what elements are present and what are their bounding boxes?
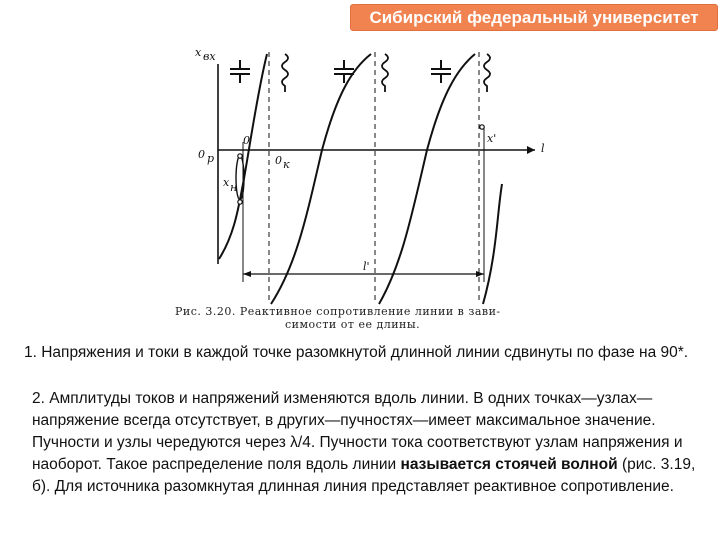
capacitor-icon-1 — [230, 60, 250, 83]
origin-p-sub: р — [207, 152, 215, 165]
x-axis-label: l — [541, 142, 545, 155]
university-header-badge — [349, 3, 719, 32]
x-axis-arrow — [527, 146, 535, 154]
figure-caption — [175, 305, 555, 331]
point-x-prime — [480, 125, 484, 129]
paragraph-2-tail: (рис. 3.19, б). Для источника разомкнутая длинная линия представляет реактивное сопротивление. — [32, 456, 696, 495]
x-prime-label: x' — [487, 132, 497, 145]
inductor-icon-2 — [382, 54, 388, 92]
paragraph-2-text: 2. Амплитуды токов и напряжений изменяются вдоль линии. В одних точках—узлах—напряжение всегда отсутствует, в других—пучностях—имеет максимальное значение. Пучности и узлы чередуются через λ/4. Пучности тока соответствуют узлам напряжения и наоборот. Такое распределение поля вдоль линии — [32, 390, 683, 473]
curve-branch-3 — [379, 54, 475, 304]
inductor-icon-1 — [282, 54, 288, 92]
dimension-arrow-right — [476, 271, 484, 277]
xn-sub: н — [230, 181, 238, 194]
curve-branch-4 — [483, 184, 502, 304]
y-axis-sub: вх — [203, 50, 216, 63]
figure-caption-line1: Рис. 3.20. Реактивное сопротивление линии в зави- — [175, 305, 501, 318]
point-xn — [238, 200, 242, 204]
reactance-figure — [157, 34, 566, 339]
reactance-diagram — [157, 34, 566, 339]
point-o — [238, 154, 242, 158]
university-title: Сибирский федеральный университет — [369, 7, 699, 27]
xn-label: x — [223, 176, 230, 189]
l-prime-label: l' — [363, 260, 370, 273]
figure-caption-line2: симости от ее длины. — [285, 318, 421, 331]
capacitor-icon-3 — [431, 60, 451, 83]
capacitor-icon-2 — [334, 60, 354, 83]
inductor-icon-3 — [484, 54, 490, 92]
paragraph-1: 1. Напряжения и токи в каждой точке разомкнутой длинной линии сдвинуты по фазе на 90*. — [24, 344, 689, 361]
origin-o-label: 0 — [243, 134, 250, 147]
paragraph-2-bold-term: называется стоячей волной — [400, 456, 618, 473]
origin-k-sub: к — [283, 158, 290, 171]
dimension-arrow-left — [243, 271, 251, 277]
curve-branch-2 — [271, 54, 371, 304]
y-axis-label: x — [195, 46, 202, 59]
paragraph-2 — [32, 388, 700, 498]
origin-p-label: 0 — [198, 148, 205, 161]
origin-k-label: 0 — [275, 154, 282, 167]
